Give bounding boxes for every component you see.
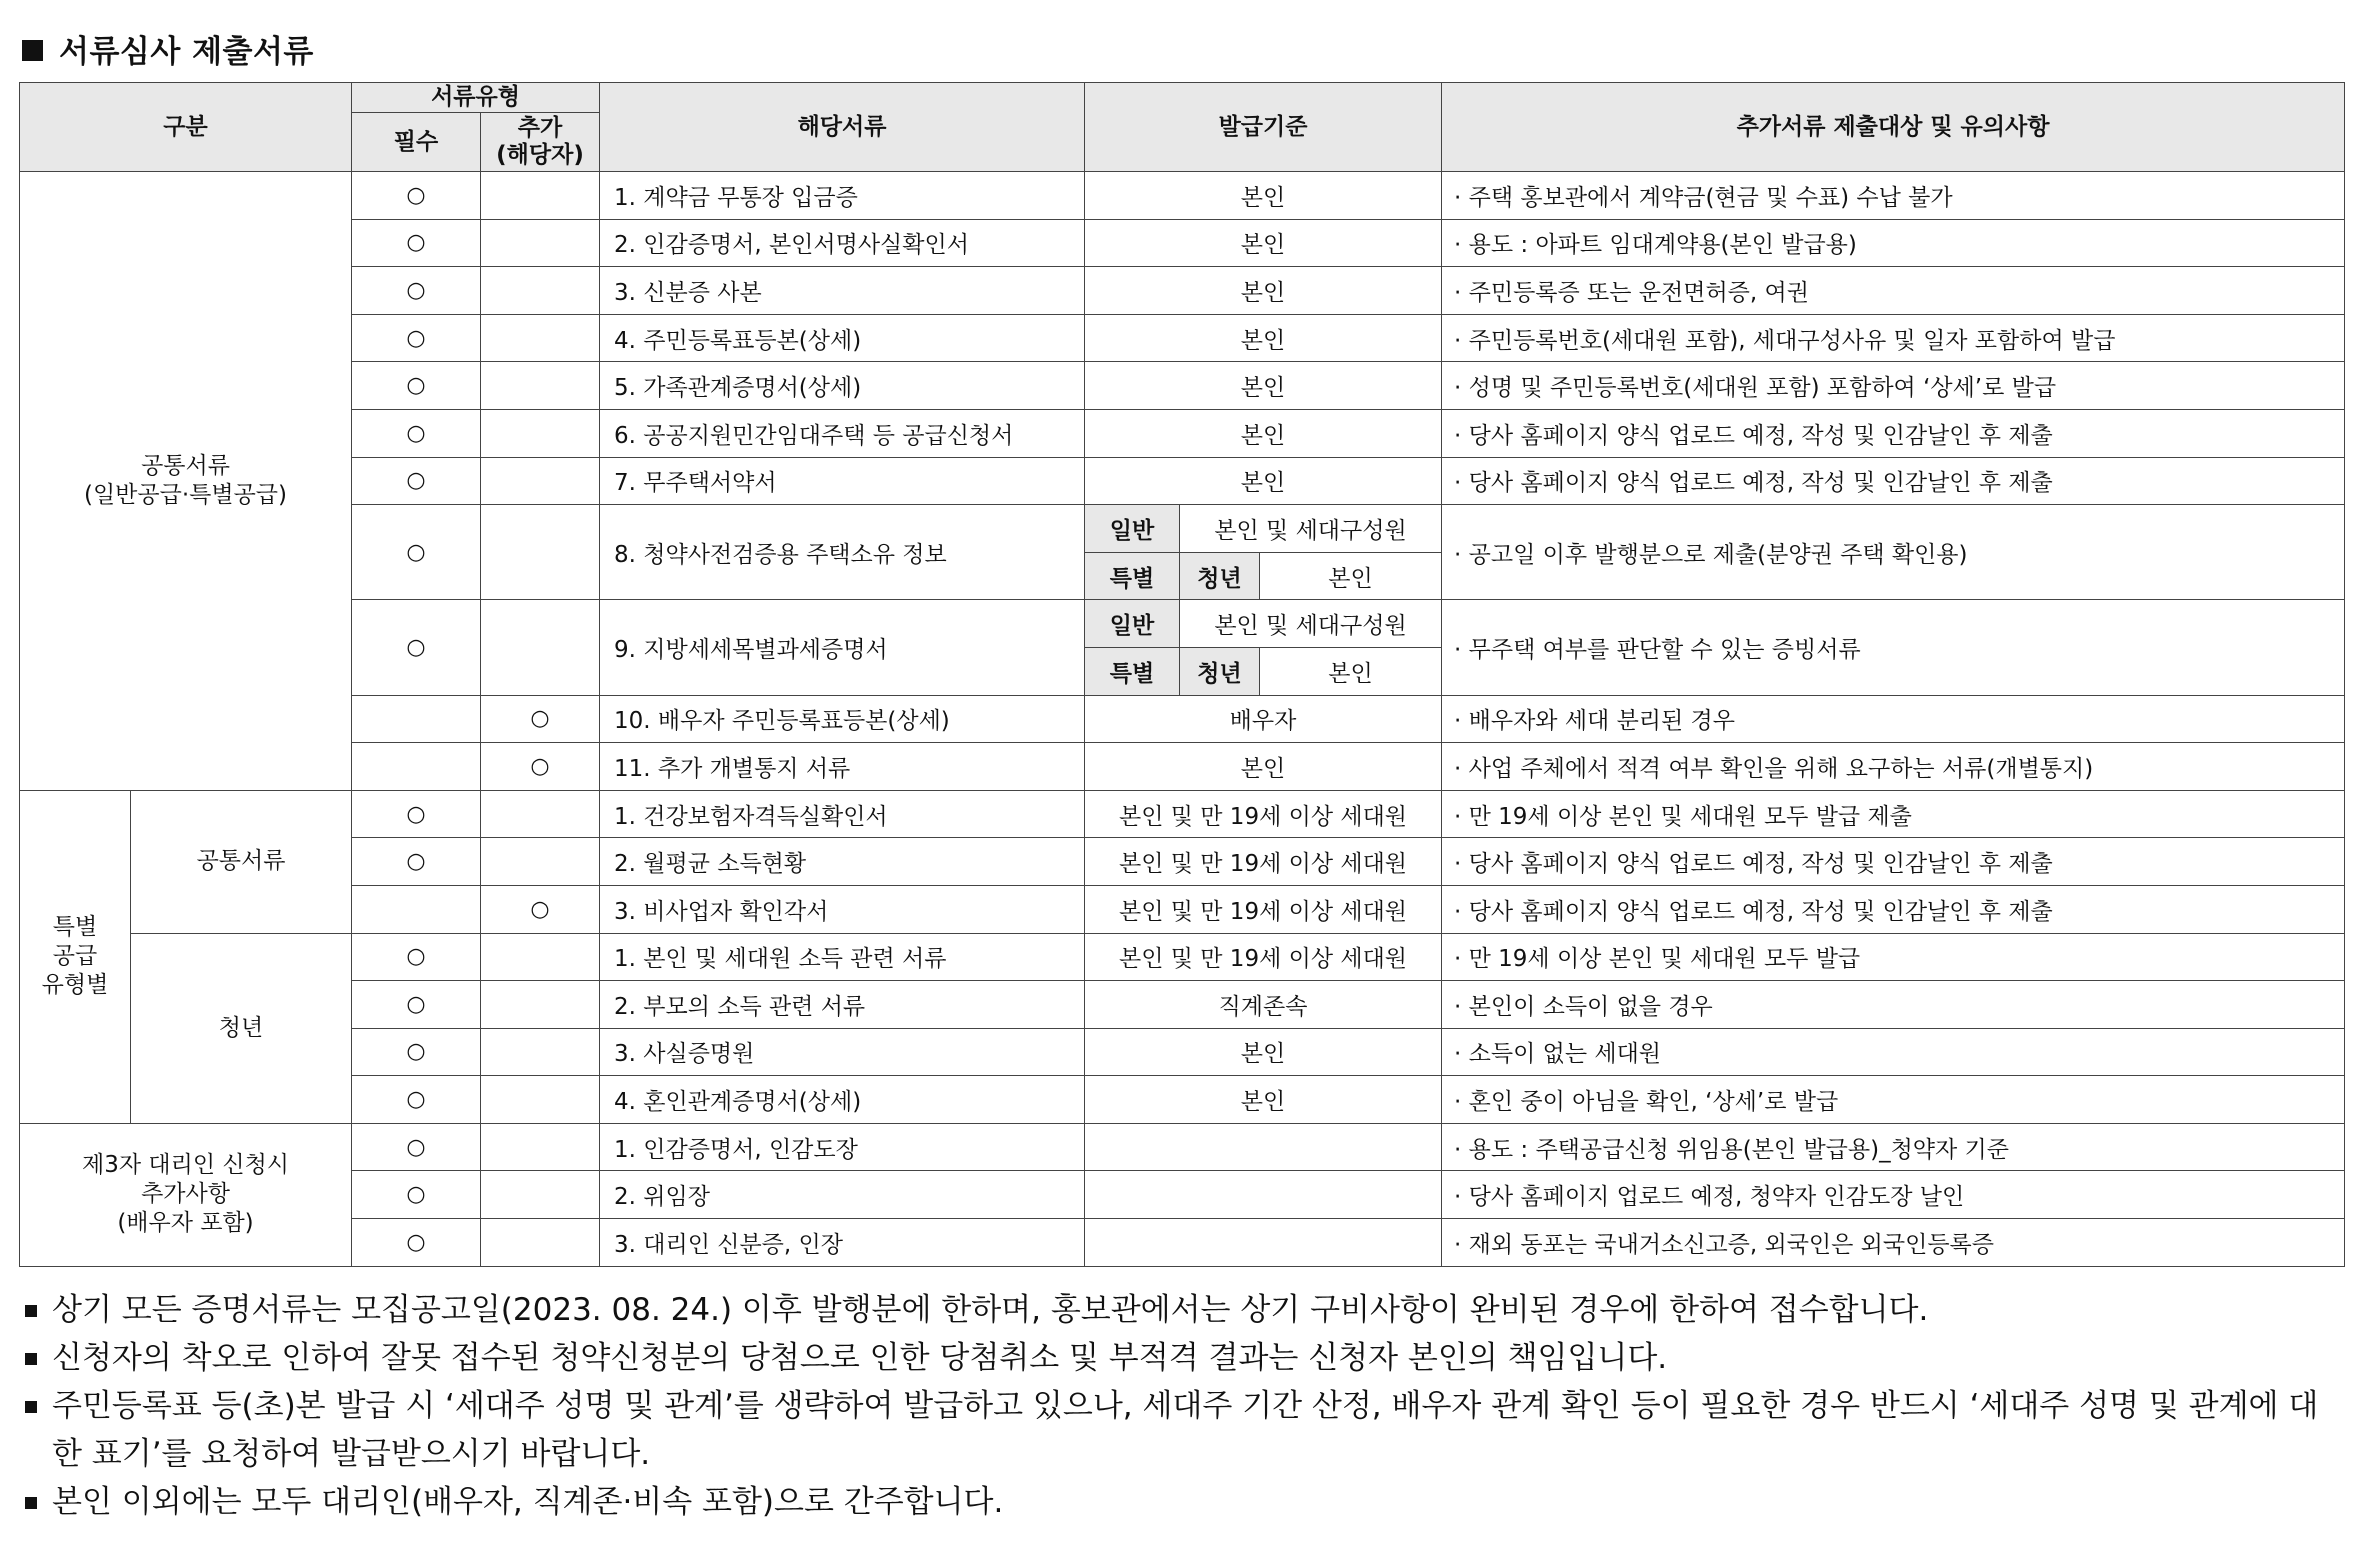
header-issue-basis: 발급기준 [1085, 83, 1442, 172]
footnotes [25, 1286, 2345, 1526]
required-mark: ○ [352, 505, 481, 600]
table-row [20, 362, 2345, 410]
note-cell: · 재외 동포는 국내거소신고증, 외국인은 외국인등록증 [1442, 1219, 2345, 1267]
footnote-item [25, 1286, 2345, 1334]
basis-cell: 본인 [1085, 219, 1442, 267]
additional-cell [481, 790, 600, 838]
square-bullet-icon [25, 1401, 37, 1413]
header-doc-type: 서류유형 [352, 83, 600, 113]
square-bullet-icon [25, 1305, 37, 1317]
basis-cell: 본인 [1085, 362, 1442, 410]
document-cell: 1. 인감증명서, 인감도장 [600, 1123, 1085, 1171]
basis-cell: 본인 [1085, 267, 1442, 315]
basis-cell: 본인 [1085, 172, 1442, 220]
document-cell: 10. 배우자 주민등록표등본(상세) [600, 695, 1085, 743]
note-cell: · 무주택 여부를 판단할 수 있는 증빙서류 [1442, 600, 2345, 695]
header-additional-line1: 추가 [517, 115, 563, 141]
document-cell: 1. 계약금 무통장 입금증 [600, 172, 1085, 220]
group-proxy-line2: 추가사항 [141, 1181, 230, 1208]
basis-cell: 본인 및 만 19세 이상 세대원 [1085, 838, 1442, 886]
basis-cell: 직계존속 [1085, 981, 1442, 1029]
group-special [20, 790, 131, 1123]
note-cell: · 본인이 소득이 없을 경우 [1442, 981, 2345, 1029]
basis-cell: 본인 [1085, 743, 1442, 791]
required-mark: ○ [352, 314, 481, 362]
sub-label-special: 특별 [1085, 552, 1180, 600]
additional-cell [481, 1219, 600, 1267]
required-mark: ○ [352, 1076, 481, 1124]
note-cell: · 용도 : 아파트 임대계약용(본인 발급용) [1442, 219, 2345, 267]
additional-mark: ○ [481, 695, 600, 743]
header-additional [481, 113, 600, 172]
basis-cell: 본인 [1085, 1028, 1442, 1076]
required-mark: ○ [352, 267, 481, 315]
note-cell: · 주민등록번호(세대원 포함), 세대구성사유 및 일자 포함하여 발급 [1442, 314, 2345, 362]
document-cell: 11. 추가 개별통지 서류 [600, 743, 1085, 791]
required-mark: ○ [352, 790, 481, 838]
table-row [20, 790, 2345, 838]
note-cell: · 만 19세 이상 본인 및 세대원 모두 발급 제출 [1442, 790, 2345, 838]
note-cell: · 성명 및 주민등록번호(세대원 포함) 포함하여 ‘상세’로 발급 [1442, 362, 2345, 410]
document-cell: 9. 지방세세목별과세증명서 [600, 600, 1085, 695]
note-cell: · 만 19세 이상 본인 및 세대원 모두 발급 [1442, 933, 2345, 981]
table-row [20, 695, 2345, 743]
table-row [20, 1076, 2345, 1124]
basis-cell-general: 본인 및 세대구성원 [1180, 600, 1442, 648]
table-row [20, 1219, 2345, 1267]
required-mark: ○ [352, 172, 481, 220]
basis-cell [1085, 1171, 1442, 1219]
basis-cell: 본인 [1085, 314, 1442, 362]
required-mark: ○ [352, 600, 481, 695]
square-bullet-icon [25, 1353, 37, 1365]
sub-label-general: 일반 [1085, 600, 1180, 648]
table-row [20, 409, 2345, 457]
additional-cell [481, 409, 600, 457]
table-row [20, 838, 2345, 886]
document-cell: 2. 위임장 [600, 1171, 1085, 1219]
footnote-item [25, 1382, 2345, 1478]
basis-cell: 본인 [1085, 1076, 1442, 1124]
group-special-line3: 유형별 [41, 972, 109, 999]
sub-label-special: 특별 [1085, 647, 1180, 695]
basis-cell-general: 본인 및 세대구성원 [1180, 505, 1442, 553]
group-proxy-line1: 제3자 대리인 신청시 [82, 1152, 289, 1179]
required-mark: ○ [352, 1171, 481, 1219]
table-row [20, 172, 2345, 220]
additional-cell [481, 172, 600, 220]
document-cell: 2. 인감증명서, 본인서명사실확인서 [600, 219, 1085, 267]
note-cell: · 용도 : 주택공급신청 위임용(본인 발급용)_청약자 기준 [1442, 1123, 2345, 1171]
basis-cell-youth: 본인 [1260, 552, 1442, 600]
note-cell: · 소득이 없는 세대원 [1442, 1028, 2345, 1076]
square-bullet-icon [22, 40, 43, 61]
required-cell [352, 695, 481, 743]
table-row [20, 314, 2345, 362]
note-cell: · 공고일 이후 발행분으로 제출(분양권 주택 확인용) [1442, 505, 2345, 600]
document-cell: 5. 가족관계증명서(상세) [600, 362, 1085, 410]
required-mark: ○ [352, 409, 481, 457]
required-mark: ○ [352, 838, 481, 886]
header-notes: 추가서류 제출대상 및 유의사항 [1442, 83, 2345, 172]
additional-cell [481, 1076, 600, 1124]
document-cell: 3. 신분증 사본 [600, 267, 1085, 315]
required-mark: ○ [352, 981, 481, 1029]
additional-cell [481, 1123, 600, 1171]
note-cell: · 당사 홈페이지 양식 업로드 예정, 작성 및 인감날인 후 제출 [1442, 409, 2345, 457]
document-cell: 2. 월평균 소득현황 [600, 838, 1085, 886]
group-youth: 청년 [131, 933, 352, 1123]
table-row [20, 1123, 2345, 1171]
header-required: 필수 [352, 113, 481, 172]
document-cell: 3. 대리인 신분증, 인장 [600, 1219, 1085, 1267]
document-cell: 1. 본인 및 세대원 소득 관련 서류 [600, 933, 1085, 981]
footnote-item [25, 1334, 2345, 1382]
additional-cell [481, 219, 600, 267]
footnote-text: 상기 모든 증명서류는 모집공고일(2023. 08. 24.) 이후 발행분에 한하며, 홍보관에서는 상기 구비사항이 완비된 경우에 한하여 접수합니다. [52, 1292, 1929, 1328]
required-mark: ○ [352, 219, 481, 267]
basis-cell: 본인 [1085, 457, 1442, 505]
header-document: 해당서류 [600, 83, 1085, 172]
required-mark: ○ [352, 1219, 481, 1267]
footnote-item [25, 1478, 2345, 1526]
header-category: 구분 [20, 83, 352, 172]
basis-cell-youth: 본인 [1260, 647, 1442, 695]
additional-cell [481, 600, 600, 695]
additional-cell [481, 933, 600, 981]
required-mark: ○ [352, 1123, 481, 1171]
sub-label-general: 일반 [1085, 505, 1180, 553]
table-row [20, 1171, 2345, 1219]
group-common-line2: (일반공급·특별공급) [83, 481, 287, 508]
additional-cell [481, 1028, 600, 1076]
table-row [20, 600, 2345, 648]
required-mark: ○ [352, 1028, 481, 1076]
document-cell: 4. 주민등록표등본(상세) [600, 314, 1085, 362]
additional-cell [481, 362, 600, 410]
sub-label-youth: 청년 [1180, 647, 1260, 695]
note-cell: · 당사 홈페이지 업로드 예정, 청약자 인감도장 날인 [1442, 1171, 2345, 1219]
document-cell: 8. 청약사전검증용 주택소유 정보 [600, 505, 1085, 600]
required-mark: ○ [352, 457, 481, 505]
note-cell: · 혼인 중이 아님을 확인, ‘상세’로 발급 [1442, 1076, 2345, 1124]
basis-cell: 본인 및 만 19세 이상 세대원 [1085, 790, 1442, 838]
note-cell: · 당사 홈페이지 양식 업로드 예정, 작성 및 인감날인 후 제출 [1442, 838, 2345, 886]
additional-cell [481, 981, 600, 1029]
basis-cell: 본인 및 만 19세 이상 세대원 [1085, 885, 1442, 933]
document-cell: 3. 비사업자 확인각서 [600, 885, 1085, 933]
document-cell: 7. 무주택서약서 [600, 457, 1085, 505]
basis-cell: 본인 [1085, 409, 1442, 457]
required-cell [352, 885, 481, 933]
square-bullet-icon [25, 1497, 37, 1509]
basis-cell: 본인 및 만 19세 이상 세대원 [1085, 933, 1442, 981]
group-common-line1: 공통서류 [141, 452, 230, 479]
additional-cell [481, 1171, 600, 1219]
footnote-text: 본인 이외에는 모두 대리인(배우자, 직계존·비속 포함)으로 간주합니다. [52, 1484, 1004, 1520]
basis-cell: 배우자 [1085, 695, 1442, 743]
table-row [20, 267, 2345, 315]
note-cell: · 주택 홍보관에서 계약금(현금 및 수표) 수납 불가 [1442, 172, 2345, 220]
group-special-line2: 공급 [52, 943, 98, 970]
document-cell: 2. 부모의 소득 관련 서류 [600, 981, 1085, 1029]
required-mark: ○ [352, 362, 481, 410]
group-proxy [20, 1123, 352, 1266]
footnote-text: 신청자의 착오로 인하여 잘못 접수된 청약신청분의 당첨으로 인한 당첨취소 및 부적격 결과는 신청자 본인의 책임입니다. [52, 1340, 1668, 1376]
document-cell: 4. 혼인관계증명서(상세) [600, 1076, 1085, 1124]
table-row [20, 933, 2345, 981]
additional-mark: ○ [481, 743, 600, 791]
footnote-text: 주민등록표 등(초)본 발급 시 ‘세대주 성명 및 관계’를 생략하여 발급하고 있으나, 세대주 기간 산정, 배우자 관계 확인 등이 필요한 경우 반드시 ‘세대주 성명 및 관계에 대한 표기’를 요청하여 발급받으시기 바랍니다. [52, 1388, 2319, 1472]
group-proxy-line3: (배우자 포함) [117, 1210, 254, 1237]
table-row [20, 219, 2345, 267]
table-row [20, 1028, 2345, 1076]
basis-cell [1085, 1219, 1442, 1267]
note-cell: · 배우자와 세대 분리된 경우 [1442, 695, 2345, 743]
note-cell: · 당사 홈페이지 양식 업로드 예정, 작성 및 인감날인 후 제출 [1442, 457, 2345, 505]
additional-cell [481, 505, 600, 600]
required-mark: ○ [352, 933, 481, 981]
basis-cell [1085, 1123, 1442, 1171]
additional-cell [481, 314, 600, 362]
note-cell: · 당사 홈페이지 양식 업로드 예정, 작성 및 인감날인 후 제출 [1442, 885, 2345, 933]
table-row [20, 981, 2345, 1029]
table-row [20, 743, 2345, 791]
required-cell [352, 743, 481, 791]
sub-label-youth: 청년 [1180, 552, 1260, 600]
section-title-text: 서류심사 제출서류 [59, 34, 314, 70]
table-row [20, 505, 2345, 553]
additional-cell [481, 457, 600, 505]
note-cell: · 주민등록증 또는 운전면허증, 여권 [1442, 267, 2345, 315]
additional-cell [481, 267, 600, 315]
header-row [20, 83, 2345, 113]
note-cell: · 사업 주체에서 적격 여부 확인을 위해 요구하는 서류(개별통지) [1442, 743, 2345, 791]
group-special-common: 공통서류 [131, 790, 352, 933]
table-row [20, 885, 2345, 933]
additional-cell [481, 838, 600, 886]
document-cell: 6. 공공지원민간임대주택 등 공급신청서 [600, 409, 1085, 457]
group-common [20, 172, 352, 791]
section-title [22, 26, 314, 71]
document-cell: 3. 사실증명원 [600, 1028, 1085, 1076]
header-additional-line2: (해당자) [496, 142, 584, 168]
document-cell: 1. 건강보험자격득실확인서 [600, 790, 1085, 838]
group-special-line1: 특별 [52, 914, 98, 941]
additional-mark: ○ [481, 885, 600, 933]
table-row [20, 457, 2345, 505]
documents-table [19, 82, 2345, 1267]
